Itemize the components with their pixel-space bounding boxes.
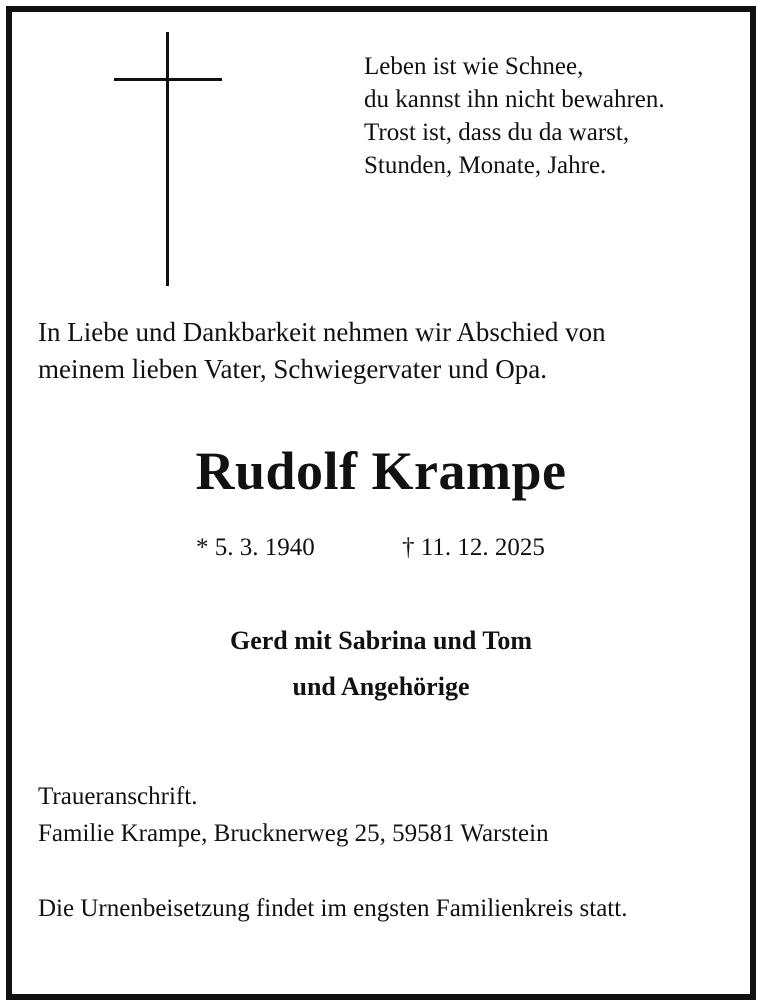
mourners [12,618,750,710]
poem-line: Trost ist, dass du da warst, [364,119,630,146]
address-line: Familie Krampe, Brucknerweg 25, 59581 Warstein [38,820,549,847]
poem-line: Stunden, Monate, Jahre. [364,152,607,179]
mourners-line: Gerd mit Sabrina und Tom [230,626,532,655]
address-label: Traueranschrift. [38,783,198,810]
farewell-line: meinem lieben Vater, Schwiegervater und Opa. [38,354,547,384]
birth-date: * 5. 3. 1940 [196,534,315,561]
cross-icon [166,32,169,286]
mourners-line: und Angehörige [292,672,470,701]
death-date: † 11. 12. 2025 [402,534,545,561]
poem-line: du kannst ihn nicht bewahren. [364,86,665,113]
poem [364,50,665,182]
obituary-frame [6,6,756,1000]
farewell-line: In Liebe und Dankbarkeit nehmen wir Abschied von [38,317,606,347]
farewell-text [38,314,730,388]
poem-line: Leben ist wie Schnee, [364,53,584,80]
cross-icon-bar [114,78,222,81]
burial-notice: Die Urnenbeisetzung findet im engsten Familienkreis statt. [38,895,628,922]
deceased-name: Rudolf Krampe [195,441,567,501]
mourning-address [38,778,549,852]
